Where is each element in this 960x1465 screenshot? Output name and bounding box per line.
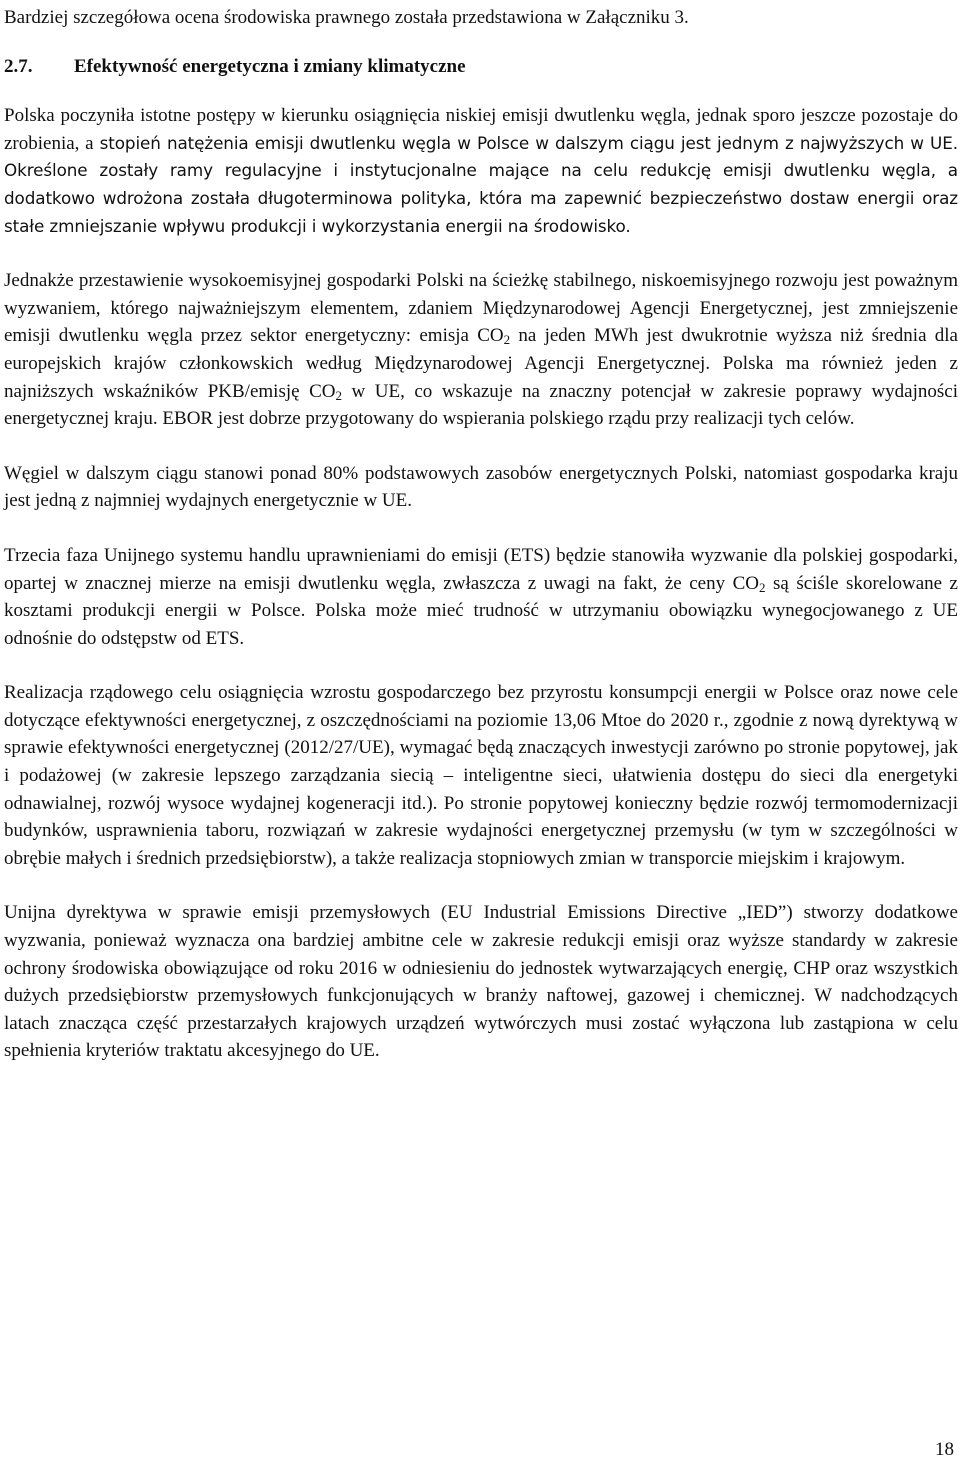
paragraph-2 <box>4 267 958 433</box>
paragraph-1-sans: stopień natężenia emisji dwutlenku węgla w Polsce w dalszym ciągu jest jednym z najwyższych w UE. Określone zostały ramy regulacyjne i instytucjonalne mające na celu redukcję emisji dwutlenku węgla, a dodatkowo wdrożona została długoterminowa polityka, która ma zapewnić bezpieczeństwo dostaw energii oraz stałe zmniejszanie wpływu produkcji i wykorzystania energii na środowisko. <box>4 132 958 236</box>
paragraph-5: Realizacja rządowego celu osiągnięcia wzrostu gospodarczego bez przyrostu konsumpcji energii w Polsce oraz nowe cele dotyczące efektywności energetycznej, z oszczędnościami na poziomie 13,06 Mtoe do 2020 r., zgodnie z nową dyrektywą w sprawie efektywności energetycznej (2012/27/UE), wymagać będą znaczących inwestycji zarówno po stronie popytowej, jak i podażowej (w zakresie lepszego zarządzania siecią – inteligentne sieci, ułatwienia dostępu do sieci dla energetyki odnawialnej, rozwój wysoce wydajnej kogeneracji itd.). Po stronie popytowej konieczny będzie rozwój termomodernizacji budynków, usprawnienia taboru, rozwiązań w zakresie wydajności energetycznej przemysłu (w tym w szczególności w obrębie małych i średnich przedsiębiorstw), a także realizacja stopniowych zmian w transporcie miejskim i krajowym. <box>4 682 958 869</box>
intro-sentence: Bardziej szczegółowa ocena środowiska prawnego została przedstawiona w Załączniku 3. <box>4 7 689 28</box>
section-title: Efektywność energetyczna i zmiany klimatyczne <box>74 55 466 77</box>
paragraph-1 <box>4 102 958 240</box>
paragraph-3: Węgiel w dalszym ciągu stanowi ponad 80% podstawowych zasobów energetycznych Polski, natomiast gospodarka kraju jest jedną z najmniej wydajnych energetycznie w UE. <box>4 462 958 512</box>
paragraph-1-serif: Polska poczyniła istotne postępy w kierunku osiągnięcia niskiej emisji dwutlenku węgla, jednak sporo jeszcze pozostaje do zrobienia, a <box>4 105 958 154</box>
paragraph-2-part-b: na jeden MWh jest dwukrotnie wyższa niż średnia dla europejskich krajów członkowskich według Międzynarodowej Agencji Energetycznej. Polska ma również jeden z najniższych wskaźników PKB/emisję CO <box>4 325 958 402</box>
co2-subscript: 2 <box>759 579 766 595</box>
section-number: 2.7. <box>4 55 33 77</box>
co2-subscript: 2 <box>503 332 511 348</box>
paragraph-4-part-a: Trzecia faza Unijnego systemu handlu uprawnieniami do emisji (ETS) będzie stanowiła wyzwanie dla polskiej gospodarki, opartej w znacznej mierze na emisji dwutlenku węgla, zwłaszcza z uwagi na fakt, że ceny CO <box>4 544 958 594</box>
paragraph-6: Unijna dyrektywa w sprawie emisji przemysłowych (EU Industrial Emissions Directive „IED”) stworzy dodatkowe wyzwania, ponieważ wyznacza ona bardziej ambitne cele w zakresie redukcji emisji oraz wyższe standardy w zakresie ochrony środowiska obowiązujące od roku 2016 w odniesieniu do jednostek wytwarzających energię, CHP oraz wszystkich dużych przedsiębiorstw przemysłowych funkcjonujących w branży naftowej, gazowej i chemicznej. W nadchodzących latach znacząca część przestarzałych krajowych urządzeń wytwórczych musi zostać wyłączona lub zastąpiona w celu spełnienia kryteriów traktatu akcesyjnego do UE. <box>4 902 958 1062</box>
page-number: 18 <box>935 1439 954 1460</box>
paragraph-4 <box>4 542 958 652</box>
paragraph-2-part-c: w UE, co wskazuje na znaczny potencjał w zakresie poprawy wydajności energetycznej kraju. EBOR jest dobrze przygotowany do wspierania polskiego rządu przy realizacji tych celów. <box>4 380 958 430</box>
paragraph-2-part-a: Jednakże przestawienie wysokoemisyjnej gospodarki Polski na ścieżkę stabilnego, niskoemisyjnego rozwoju jest poważnym wyzwaniem, którego najważniejszym elementem, zdaniem Międzynarodowej Agencji Energetycznej, jest zmniejszenie emisji dwutlenku węgla przez sektor energetyczny: emisja CO <box>4 270 958 347</box>
co2-subscript: 2 <box>335 387 342 403</box>
section-heading <box>4 53 958 81</box>
paragraph-4-part-b: są ściśle skorelowane z kosztami produkcji energii w Polsce. Polska może mieć trudność w utrzymaniu obowiązku wynegocjowanego z UE odnośnie do odstępstw od ETS. <box>4 572 958 649</box>
document-page <box>4 0 958 1065</box>
